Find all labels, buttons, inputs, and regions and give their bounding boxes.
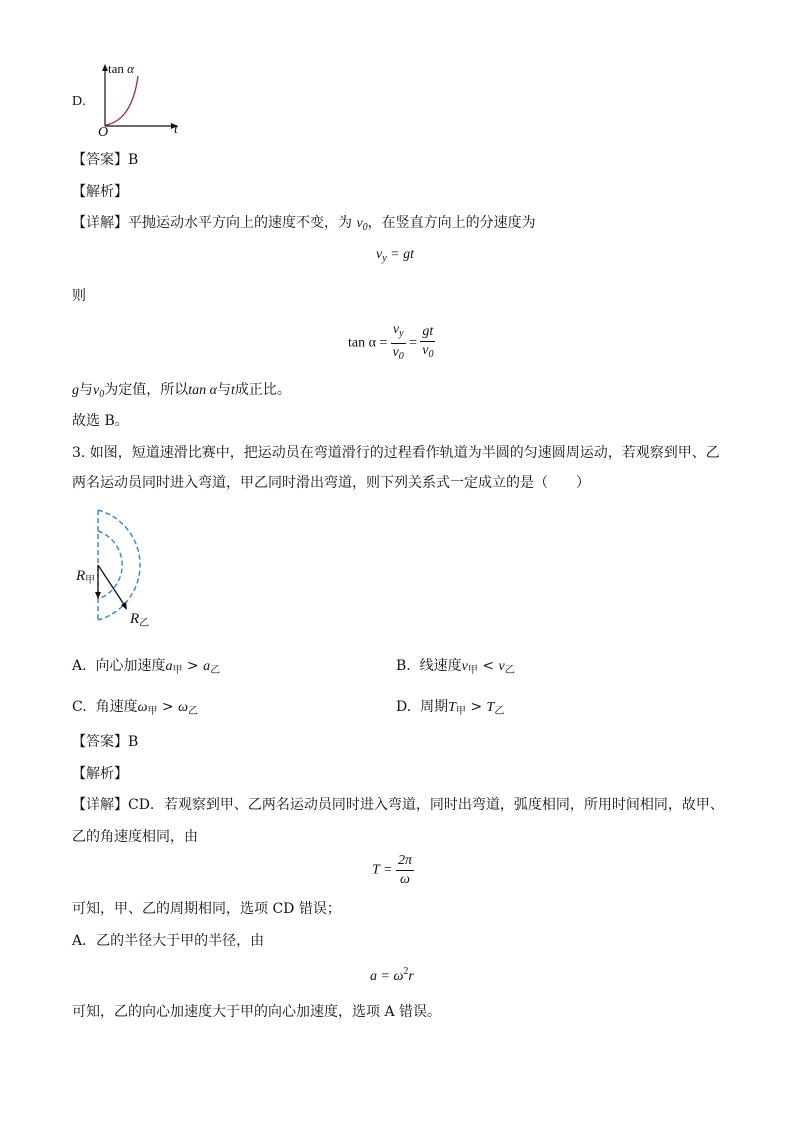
q3-answer: 【答案】B bbox=[72, 734, 139, 750]
q3-detail-line2: 乙的角速度相同，由 bbox=[72, 829, 198, 845]
radius-yi-label: $R_乙$ bbox=[130, 611, 150, 629]
q2-choose: 故选 B。 bbox=[72, 413, 129, 429]
q3-analysis-heading: 【解析】 bbox=[72, 766, 128, 782]
option-d-label: D. bbox=[72, 94, 86, 109]
graph-origin-label: O bbox=[98, 125, 109, 140]
q3-detail-line3: 可知，甲、乙的周期相同，选项 CD 错误； bbox=[72, 901, 341, 917]
q2-answer: 【答案】B bbox=[72, 152, 139, 168]
option-d: D. 周期$T_甲 > T_乙$ bbox=[396, 699, 505, 717]
q3-stem-line2: 两名运动员同时进入弯道，甲乙同时滑出弯道，则下列关系式一定成立的是（ ） bbox=[72, 475, 590, 491]
q3-detail-line5: 可知，乙的向心加速度大于甲的向心加速度，选项 A 错误。 bbox=[72, 1004, 442, 1020]
q2-analysis-heading: 【解析】 bbox=[72, 184, 128, 200]
option-b: B. 线速度$v_甲 < v_乙$ bbox=[396, 658, 515, 676]
equation-centripetal: $a = \omega^2r$ bbox=[370, 966, 414, 984]
q3-stem-line1: 3. 如图，短道速滑比赛中，把运动员在弯道滑行的过程看作轨道为半圆的匀速圆周运动，若观察到甲、乙 bbox=[72, 445, 720, 461]
equation-period: T = $\frac{2\pi}{\omega}$ bbox=[372, 853, 412, 887]
radius-jia-label: $R_甲$ bbox=[76, 568, 96, 586]
q3-detail-line1: 【详解】CD．若观察到甲、乙两名运动员同时进入弯道，同时出弯道，弧度相同，所用时间相同，故甲、 bbox=[72, 797, 724, 813]
equation-vy: $v_y$ = gt bbox=[376, 247, 415, 264]
option-a: A. 向心加速度$a_甲 > a_乙$ bbox=[72, 658, 221, 676]
q2-then: 则 bbox=[72, 288, 86, 304]
equation-tan-alpha: tan α = $\frac{v_y}{v_0}$ = $\frac{gt}{v_0}$ bbox=[348, 322, 434, 362]
q3-detail-line4: A．乙的半径大于甲的半径，由 bbox=[72, 933, 265, 949]
graph-y-axis-label: tan α bbox=[108, 61, 134, 76]
option-c: C. 角速度$\omega_甲 > \omega_乙$ bbox=[72, 699, 198, 717]
q2-conclusion: g与$v_0$为定值，所以tan α与t成正比。 bbox=[72, 382, 291, 400]
q2-detail: 【详解】平抛运动水平方向上的速度不变，为 $v_0$，在竖直方向上的分速度为 bbox=[72, 215, 536, 233]
graph-x-axis-label: t bbox=[174, 122, 178, 137]
